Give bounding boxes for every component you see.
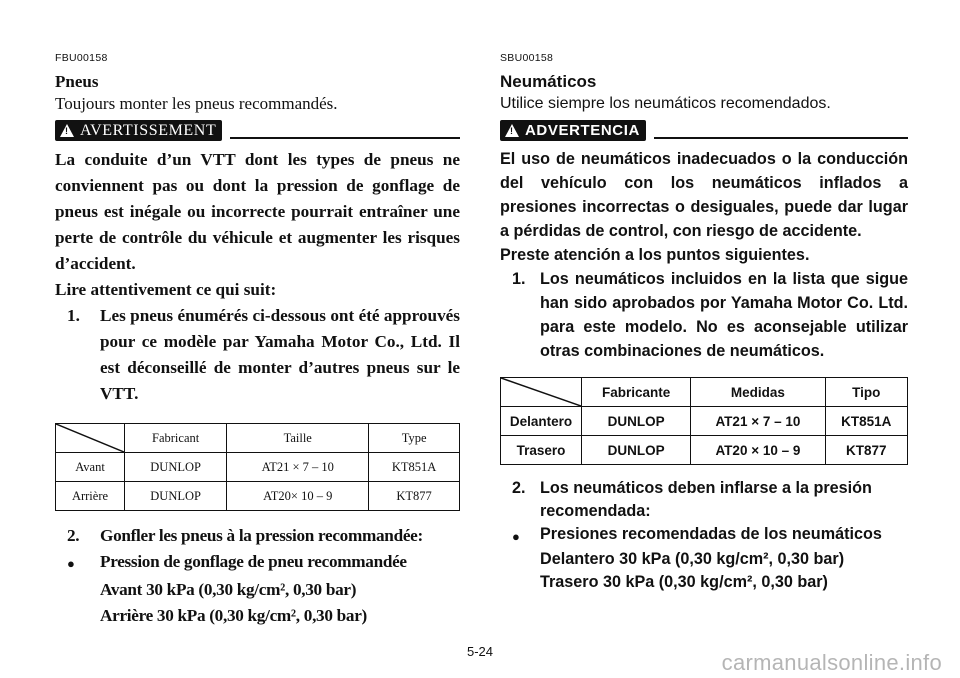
list-item-1 — [500, 267, 908, 363]
warning-rule — [230, 137, 460, 139]
item-number: 1. — [67, 306, 80, 325]
table-cell: Trasero — [501, 436, 582, 465]
table-header: Taille — [227, 424, 369, 453]
front-pressure: Delantero 30 kPa (0,30 kg/cm², 0,30 bar) — [540, 550, 845, 568]
table-cell: AT20× 10 – 9 — [227, 482, 369, 511]
tire-table — [55, 423, 460, 511]
warning-label: AVERTISSEMENT — [80, 121, 217, 139]
item-text: Los neumáticos deben inflarse a la presión recomendada: — [540, 479, 872, 520]
table-cell: Avant — [56, 453, 125, 482]
rear-pressure: Trasero 30 kPa (0,30 kg/cm², 0,30 bar) — [540, 573, 828, 591]
watermark: carmanualsonline.info — [721, 650, 942, 675]
warning-rule — [654, 137, 908, 139]
table-row — [501, 407, 908, 436]
item-number: 2. — [512, 479, 526, 497]
table-header: Fabricant — [125, 424, 227, 453]
bullet-icon: ● — [67, 556, 75, 571]
table-corner-cell — [56, 424, 125, 453]
table-header-row — [501, 378, 908, 407]
section-title: Pneus — [55, 72, 99, 91]
diagonal-line-icon — [501, 378, 581, 406]
item-number: 2. — [67, 526, 80, 545]
read-note: Lire attentivement ce qui suit: — [55, 280, 277, 299]
table-cell: DUNLOP — [125, 482, 227, 511]
warning-label: ADVERTENCIA — [525, 122, 640, 139]
warning-triangle-icon: ! — [60, 124, 74, 137]
table-header-row — [56, 424, 460, 453]
warning-badge — [55, 120, 222, 141]
table-cell: KT877 — [369, 482, 460, 511]
bullet-item — [55, 549, 460, 577]
diagonal-line-icon — [56, 424, 124, 452]
bullet-icon: ● — [512, 529, 520, 544]
read-note: Preste atención a los puntos siguientes. — [500, 246, 810, 264]
warning-triangle-icon: ! — [505, 124, 519, 137]
section-code: SBU00158 — [500, 52, 554, 64]
table-cell: Arrière — [56, 482, 125, 511]
intro-text: Utilice siempre los neumáticos recomendados. — [500, 95, 831, 112]
table-cell: KT877 — [825, 436, 908, 465]
intro-text: Toujours monter les pneus recommandés. — [55, 94, 338, 113]
bullet-text: Pression de gonflage de pneu recommandée — [100, 552, 407, 571]
table-cell: KT851A — [369, 453, 460, 482]
table-cell: Delantero — [501, 407, 582, 436]
item-number: 1. — [512, 270, 526, 288]
table-row — [501, 436, 908, 465]
table-corner-cell — [501, 378, 582, 407]
table-row — [56, 482, 460, 511]
warning-text: El uso de neumáticos inadecuados o la conducción del vehículo con los neumáticos inflados a presiones incorrectas o desiguales, puede dar lugar a pérdidas de control, con riesgo de accidente. — [500, 150, 908, 240]
bullet-item — [500, 523, 908, 548]
pressure-section — [55, 523, 460, 629]
table-header: Medidas — [691, 378, 825, 407]
warning-header — [55, 119, 460, 141]
front-pressure: Avant 30 kPa (0,30 kg/cm², 0,30 bar) — [100, 580, 357, 599]
warning-body — [500, 147, 908, 363]
warning-text: La conduite d’un VTT dont les types de pneus ne conviennent pas ou dont la pression de gonflage de pneus est inégale ou incorrecte pourrait entraîner une perte de contrôle du véhicule et augmenter les risques d’accident. — [55, 150, 460, 273]
table-header: Tipo — [825, 378, 908, 407]
table-cell: DUNLOP — [582, 407, 691, 436]
spanish-column — [500, 52, 908, 594]
section-title: Neumáticos — [500, 72, 597, 91]
table-cell: AT21 × 7 – 10 — [691, 407, 825, 436]
table-row — [56, 453, 460, 482]
list-item-2 — [55, 523, 460, 549]
item-text: Les pneus énumérés ci-dessous ont été approuvés pour ce modèle par Yamaha Motor Co., Ltd. Il est déconseillé de monter d’autres pneus sur le VTT. — [100, 306, 460, 403]
table-header: Type — [369, 424, 460, 453]
table-cell: KT851A — [825, 407, 908, 436]
list-item-1 — [55, 303, 460, 407]
bullet-text: Presiones recomendadas de los neumáticos — [540, 525, 882, 543]
section-code: FBU00158 — [55, 52, 108, 64]
rear-pressure: Arrière 30 kPa (0,30 kg/cm², 0,30 bar) — [100, 606, 367, 625]
table-cell: AT21 × 7 – 10 — [227, 453, 369, 482]
item-text: Los neumáticos incluidos en la lista que sigue han sido aprobados por Yamaha Motor Co. Ltd. para este modelo. No es aconsejable utilizar otras combinaciones de neumáticos. — [540, 270, 908, 360]
item-text: Gonfler les pneus à la pression recommandée: — [100, 526, 423, 545]
list-item-2 — [500, 477, 908, 523]
pressure-section — [500, 477, 908, 594]
warning-badge — [500, 120, 646, 141]
table-cell: DUNLOP — [582, 436, 691, 465]
tire-table — [500, 377, 908, 465]
warning-header — [500, 119, 908, 141]
table-cell: AT20 × 10 – 9 — [691, 436, 825, 465]
warning-body — [55, 147, 460, 407]
table-cell: DUNLOP — [125, 453, 227, 482]
french-column — [55, 52, 460, 629]
page-number: 5-24 — [466, 644, 494, 659]
table-header: Fabricante — [582, 378, 691, 407]
